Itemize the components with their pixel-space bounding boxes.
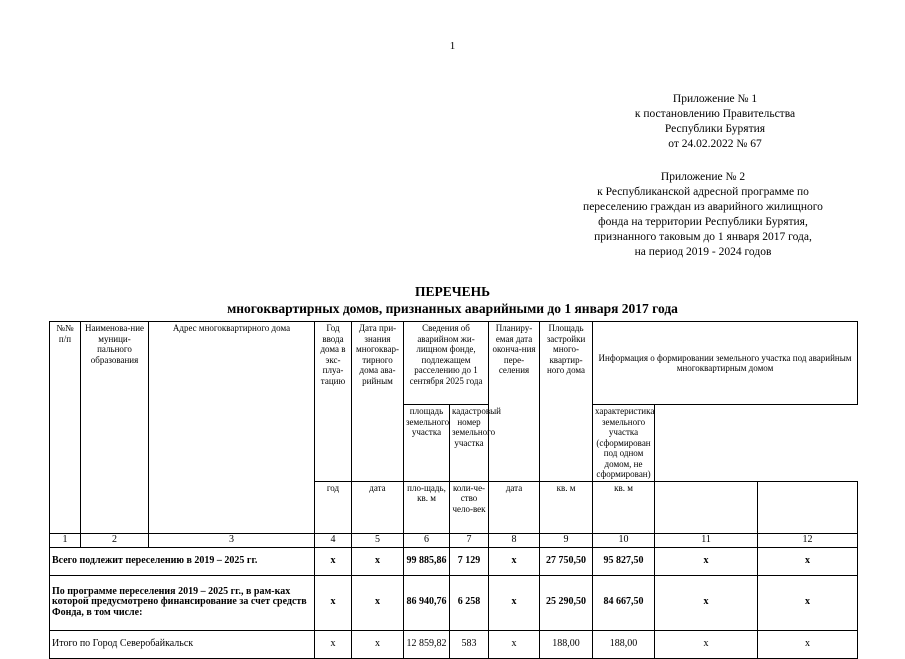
column-number: 10 (593, 533, 655, 547)
unit-empty (758, 481, 858, 533)
table-cell: 188,00 (593, 630, 655, 658)
table-cell: x (489, 630, 540, 658)
header-num: №№ п/п (50, 322, 81, 534)
column-number: 4 (315, 533, 352, 547)
header-resettle-info: Сведения об аварийном жи-лищном фонде, подлежащем расселению до 1 сентября 2025 года (404, 322, 489, 405)
header-cadastral: кадастровый номер земельного участка (450, 405, 489, 482)
table-cell: x (352, 547, 404, 575)
header-date-recognition: Дата при-знания многоквар-тирного дома ава-рийным (352, 322, 404, 482)
header-row (50, 322, 858, 405)
unit-date: дата (352, 481, 404, 533)
table-cell: x (315, 630, 352, 658)
table-cell: x (489, 547, 540, 575)
header-address: Адрес многоквартирного дома (149, 322, 315, 534)
appendix-1-line: от 24.02.2022 № 67 (668, 138, 762, 150)
table-cell: x (758, 547, 858, 575)
page-number: 1 (449, 40, 456, 52)
table-cell: 86 940,76 (404, 575, 450, 630)
unit-people: коли-че-ство чело-век (450, 481, 489, 533)
appendix-1-line: Приложение № 1 (672, 93, 758, 105)
column-number: 1 (50, 533, 81, 547)
appendix-2-block (548, 170, 858, 260)
document-subtitle: многоквартирных домов, признанных аварийными до 1 января 2017 года (227, 301, 678, 316)
column-number: 8 (489, 533, 540, 547)
housing-table (49, 321, 858, 659)
table-cell: x (352, 630, 404, 658)
header-land-area: площадь земельного участка (404, 405, 450, 482)
table-row (50, 547, 858, 575)
table-row (50, 575, 858, 630)
table-cell: x (758, 630, 858, 658)
table-cell: x (352, 575, 404, 630)
table-cell: 95 827,50 (593, 547, 655, 575)
appendix-2-line: фонда на территории Республики Бурятия, (598, 216, 808, 228)
table-cell: 99 885,86 (404, 547, 450, 575)
table-cell: 6 258 (450, 575, 489, 630)
appendix-2-line: переселению граждан из аварийного жилищного (583, 201, 823, 213)
unit-year: год (315, 481, 352, 533)
header-plan-date: Планиру-емая дата оконча-ния пере-селения (489, 322, 540, 482)
header-municipality: Наименова-ние муници-пального образования (81, 322, 149, 534)
unit-empty (655, 481, 758, 533)
header-building-area: Площадь застройки много-квартир-ного дома (540, 322, 593, 482)
document-title-block (0, 283, 905, 317)
column-number: 6 (404, 533, 450, 547)
appendix-1-block (600, 92, 830, 152)
table-row (50, 630, 858, 658)
column-number: 3 (149, 533, 315, 547)
unit-sqm: кв. м (540, 481, 593, 533)
table-cell: 12 859,82 (404, 630, 450, 658)
row-label: Всего подлежит переселению в 2019 – 2025 гг. (50, 547, 315, 575)
table-cell: x (489, 575, 540, 630)
table-cell: x (655, 630, 758, 658)
column-number: 5 (352, 533, 404, 547)
header-land-info: Информация о формировании земельного участка под аварийным многоквартирным домом (593, 322, 858, 405)
row-label: Итого по Город Северобайкальск (50, 630, 315, 658)
column-number-row (50, 533, 858, 547)
column-number: 12 (758, 533, 858, 547)
column-number: 2 (81, 533, 149, 547)
table-cell: x (315, 575, 352, 630)
unit-date: дата (489, 481, 540, 533)
table-cell: 27 750,50 (540, 547, 593, 575)
row-label: По программе переселения 2019 – 2025 гг., в рам-ках которой предусмотрено финансирование за счет средств Фонда, в том числе: (50, 575, 315, 630)
table-cell: 25 290,50 (540, 575, 593, 630)
table-cell: x (655, 575, 758, 630)
table-cell: 7 129 (450, 547, 489, 575)
header-land-char: характеристика земельного участка (сформирован под одном домом, не сформирован) (593, 405, 655, 482)
column-number: 11 (655, 533, 758, 547)
unit-sqm: кв. м (593, 481, 655, 533)
table-cell: x (315, 547, 352, 575)
appendix-2-line: Приложение № 2 (660, 171, 746, 183)
table-cell: 583 (450, 630, 489, 658)
table-cell: 84 667,50 (593, 575, 655, 630)
appendix-2-line: на период 2019 - 2024 годов (634, 246, 772, 258)
appendix-1-line: к постановлению Правительства (634, 108, 796, 120)
column-number: 9 (540, 533, 593, 547)
table-cell: x (758, 575, 858, 630)
appendix-2-line: признанного таковым до 1 января 2017 года, (594, 231, 812, 243)
unit-area: пло-щадь, кв. м (404, 481, 450, 533)
column-number: 7 (450, 533, 489, 547)
appendix-1-line: Республики Бурятия (664, 123, 766, 135)
document-title: ПЕРЕЧЕНЬ (414, 284, 491, 299)
table-cell: x (655, 547, 758, 575)
appendix-2-line: к Республиканской адресной программе по (597, 186, 809, 198)
header-year: Год ввода дома в экс-плуа-тацию (315, 322, 352, 482)
table-cell: 188,00 (540, 630, 593, 658)
